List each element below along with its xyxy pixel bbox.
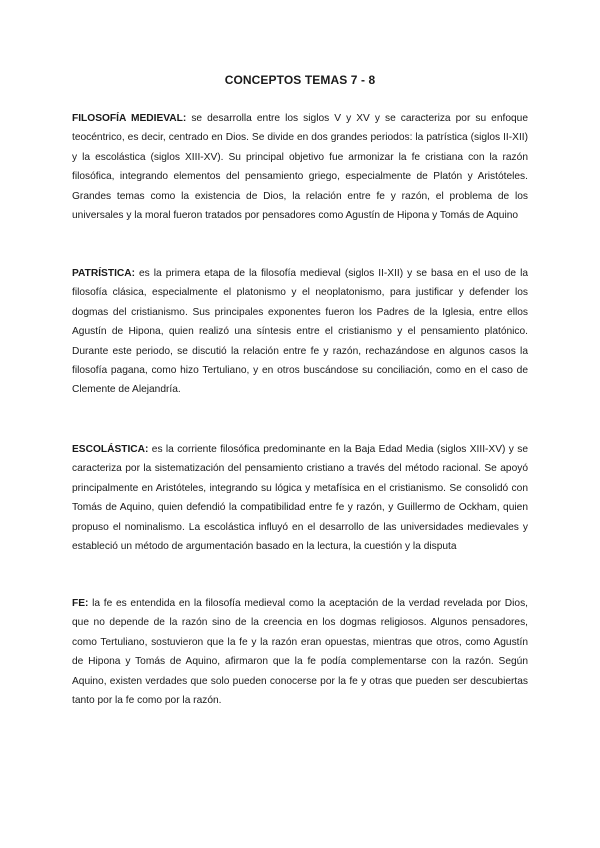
term-filosofia-medieval: FILOSOFÍA MEDIEVAL:	[72, 113, 187, 124]
definition-patristica: es la primera etapa de la filosofía medieval (siglos II-XII) y se basa en el uso de la filosofía clásica, especialmente el platonismo y el neoplatonismo, para justificar y defender los dogmas del cristianismo. Sus principales exponentes fueron los Padres de la Iglesia, entre ellos Agustín de Hipona, quien realizó una síntesis entre el cristianismo y el pensamiento platónico. Durante este periodo, se discutió la relación entre fe y razón, rechazándose en algunos casos la filosofía pagana, como hizo Tertuliano, y en otros buscándose su conciliación, como en el caso de Clemente de Alejandría.	[72, 268, 528, 396]
document-title: CONCEPTOS TEMAS 7 - 8	[224, 73, 376, 87]
term-fe: FE:	[72, 598, 89, 609]
section-escolastica	[72, 440, 528, 556]
definition-fe: la fe es entendida en la filosofía medieval como la aceptación de la verdad revelada por Dios, que no depende de la razón sino de la creencia en los dogmas religiosos. Algunos pensadores, como Tertuliano, sostuvieron que la fe y la razón eran opuestas, mientras que otros, como Agustín de Hipona y Tomás de Aquino, afirmaron que la fe podía complementarse con la razón. Según Aquino, existen verdades que solo pueden conocerse por la fe y otras que pueden ser descubiertas tanto por la fe como por la razón.	[72, 598, 528, 707]
term-escolastica: ESCOLÁSTICA:	[72, 444, 149, 455]
section-fe	[72, 594, 528, 710]
section-filosofia-medieval	[72, 109, 528, 225]
section-patristica	[72, 264, 528, 400]
definition-filosofia-medieval: se desarrolla entre los siglos V y XV y se caracteriza por su enfoque teocéntrico, es decir, centrado en Dios. Se divide en dos grandes periodos: la patrística (siglos II-XII) y la escolástica (siglos XIII-XV). Su principal objetivo fue armonizar la fe cristiana con la razón filosófica, integrando elementos del pensamiento griego, especialmente de Platón y Aristóteles. Grandes temas como la existencia de Dios, la relación entre fe y razón, el problema de los universales y la moral fueron tratados por pensadores como Agustín de Hipona y Tomás de Aquino	[72, 113, 528, 222]
definition-escolastica: es la corriente filosófica predominante en la Baja Edad Media (siglos XIII-XV) y se caracteriza por la sistematización del pensamiento cristiano a través del método racional. Se apoyó principalmente en Aristóteles, integrando su lógica y metafísica en el cristianismo. Se consolidó con Tomás de Aquino, quien defendió la compatibilidad entre fe y razón, y Guillermo de Ockham, quien propuso el nominalismo. La escolástica influyó en el desarrollo de las universidades medievales y estableció un método de argumentación basado en la lectura, la cuestión y la disputa	[72, 444, 528, 553]
term-patristica: PATRÍSTICA:	[72, 268, 136, 279]
